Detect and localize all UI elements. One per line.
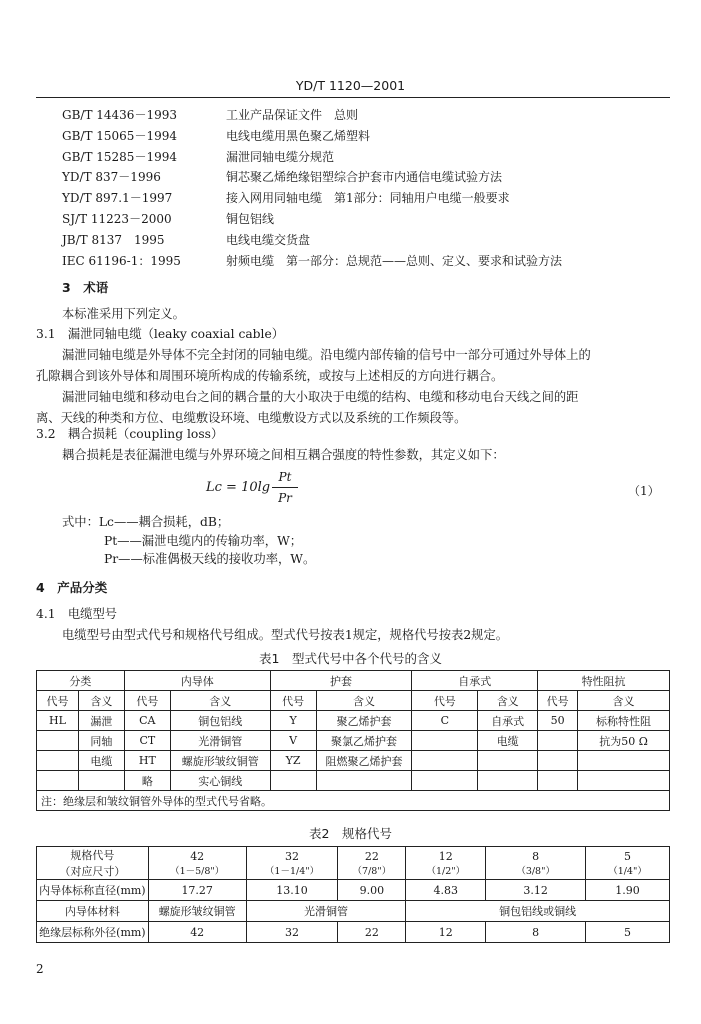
reference-title: 工业产品保证文件 总则	[226, 108, 359, 122]
table-cell: 50	[538, 711, 578, 731]
table-subheader: 代号	[270, 691, 316, 711]
table-cell	[37, 731, 79, 751]
spec-code: 42	[190, 849, 205, 863]
table-cell: 17.27	[148, 880, 246, 901]
reference-code: GB/T 15065－1994	[62, 128, 177, 143]
page-header: YD/T 1120—2001	[295, 78, 406, 93]
table-subheader: 代号	[412, 691, 478, 711]
spec-size: （1/2"）	[426, 865, 466, 877]
table-row	[37, 711, 670, 731]
table-cell	[578, 771, 670, 791]
table-cell: V	[270, 731, 316, 751]
table-cell: 4.83	[406, 880, 486, 901]
spec-code: 5	[624, 849, 632, 863]
reference-code: YD/T 897.1－1997	[62, 191, 173, 206]
table-cell	[538, 751, 578, 771]
table-cell: 漏泄	[78, 711, 124, 731]
table-2-caption: 表2 规格代号	[309, 826, 392, 841]
section-4-1-title: 4.1 电缆型号	[36, 607, 118, 621]
table-cell: 电缆	[78, 751, 124, 771]
label-line: （对应尺寸）	[59, 865, 126, 878]
table-cell	[412, 731, 478, 751]
table-group-header: 自承式	[412, 671, 538, 691]
paragraph: 漏泄同轴电缆和移动电台之间的耦合量的大小取决于电缆的结构、电缆和移动电台天线之间的距	[62, 390, 579, 404]
table-cell: 9.00	[338, 880, 406, 901]
table-subheader: 含义	[170, 691, 270, 711]
table-cell: 13.10	[246, 880, 338, 901]
definition-3-2-title: 3.2 耦合损耗（coupling loss）	[36, 427, 224, 441]
table-cell	[37, 771, 79, 791]
reference-title: 铜芯聚乙烯绝缘铝塑综合护套市内通信电缆试验方法	[226, 170, 503, 185]
table-cell: 实心铜线	[170, 771, 270, 791]
table-1-caption: 表1 型式代号中各个代号的含义	[259, 651, 442, 666]
paragraph: 离、天线的种类和方位、电缆敷设环境、电缆敷设方式以及系统的工作频段等。	[36, 411, 467, 425]
table-row	[37, 751, 670, 771]
paragraph: 耦合损耗是表征漏泄电缆与外界环境之间相互耦合强度的特性参数，其定义如下：	[62, 448, 505, 462]
reference-title: 射频电缆 第一部分：总规范——总则、定义、要求和试验方法	[226, 253, 563, 268]
table-cell: 略	[124, 771, 170, 791]
table-cell: Y	[270, 711, 316, 731]
section-3-title: 3 术语	[62, 280, 109, 295]
table-cell: C	[412, 711, 478, 731]
table-subheader: 含义	[78, 691, 124, 711]
reference-code: GB/T 14436－1993	[62, 108, 177, 122]
table-cell: 1.90	[586, 880, 670, 901]
table-cell: 聚氯乙烯护套	[316, 731, 412, 751]
table-cell: CT	[124, 731, 170, 751]
spec-code-cell	[406, 847, 486, 880]
table-note: 注：绝缘层和皱纹铜管外导体的型式代号省略。	[37, 791, 670, 811]
table-cell	[578, 751, 670, 771]
material-cell: 光滑铜管	[246, 901, 406, 922]
table-cell: HL	[37, 711, 79, 731]
table-cell: 抗为50 Ω	[578, 731, 670, 751]
table-subheader: 含义	[316, 691, 412, 711]
table-cell: 8	[486, 922, 586, 943]
formula-denominator: Pr	[278, 491, 292, 505]
table-2	[36, 846, 670, 943]
table-cell: 同轴	[78, 731, 124, 751]
reference-code: SJ/T 11223－2000	[62, 212, 172, 226]
table-row	[37, 771, 670, 791]
table-cell: 标称特性阻	[578, 711, 670, 731]
row-label	[37, 847, 149, 880]
spec-code: 8	[532, 849, 540, 863]
spec-size: （1/4"）	[608, 865, 647, 877]
spec-code-cell	[486, 847, 586, 880]
spec-size: （7/8"）	[352, 865, 392, 877]
table-cell: 3.12	[486, 880, 586, 901]
table-cell: 电缆	[478, 731, 538, 751]
reference-code: YD/T 837－1996	[62, 170, 161, 185]
where-line: Pt——漏泄电缆内的传输功率，W；	[104, 534, 303, 548]
table-subheader: 代号	[124, 691, 170, 711]
fraction-bar	[272, 487, 298, 488]
reference-code: IEC 61196-1：1995	[62, 253, 181, 268]
formula-lhs: Lc = 10lg	[206, 480, 271, 495]
material-cell: 螺旋形皱纹铜管	[148, 901, 246, 922]
row-label: 内导体材料	[37, 901, 149, 922]
table-cell: 光滑铜管	[170, 731, 270, 751]
where-line: 式中：Lc——耦合损耗，dB；	[62, 515, 230, 529]
table-cell: 22	[338, 922, 406, 943]
table-cell: 42	[148, 922, 246, 943]
table-cell: HT	[124, 751, 170, 771]
row-label: 绝缘层标称外径(mm)	[37, 922, 149, 943]
table-subheader: 含义	[478, 691, 538, 711]
table-cell	[78, 771, 124, 791]
table-cell: 5	[586, 922, 670, 943]
label-line: 规格代号	[70, 849, 115, 862]
table-subheader: 代号	[37, 691, 79, 711]
table-cell	[538, 771, 578, 791]
table-cell: 32	[246, 922, 338, 943]
spec-code-cell	[338, 847, 406, 880]
table-cell	[478, 771, 538, 791]
spec-code: 22	[364, 849, 379, 863]
reference-title: 漏泄同轴电缆分规范	[226, 149, 335, 164]
table-cell: 铜包铝线	[170, 711, 270, 731]
reference-code: GB/T 15285－1994	[62, 149, 177, 164]
paragraph: 电缆型号由型式代号和规格代号组成。型式代号按表1规定，规格代号按表2规定。	[62, 628, 509, 642]
paragraph: 孔隙耦合到该外导体和周围环境所构成的传输系统，或按与上述相反的方向进行耦合。	[36, 369, 504, 383]
paragraph: 漏泄同轴电缆是外导体不完全封闭的同轴电缆。沿电缆内部传输的信号中一部分可通过外导体上的	[62, 348, 591, 362]
table-cell	[37, 751, 79, 771]
reference-title: 铜包铝线	[226, 212, 275, 226]
table-subheader: 代号	[538, 691, 578, 711]
reference-code: JB/T 8137 1995	[62, 232, 165, 247]
table-cell: 自承式	[478, 711, 538, 731]
table-row	[37, 731, 670, 751]
table-cell: CA	[124, 711, 170, 731]
spec-size: （3/8"）	[516, 865, 555, 877]
table-cell	[412, 751, 478, 771]
table-cell	[316, 771, 412, 791]
table-cell: 螺旋形皱纹铜管	[170, 751, 270, 771]
table-cell: 12	[406, 922, 486, 943]
definition-3-1-title: 3.1 漏泄同轴电缆（leaky coaxial cable）	[36, 327, 285, 341]
row-label: 内导体标称直径(mm)	[37, 880, 149, 901]
table-cell: 聚乙烯护套	[316, 711, 412, 731]
formula-number: （1）	[628, 484, 660, 498]
spec-code-cell	[246, 847, 338, 880]
spec-code: 12	[438, 849, 453, 863]
table-group-header: 特性阻抗	[538, 671, 670, 691]
reference-title: 接入网用同轴电缆 第1部分：同轴用户电缆一般要求	[226, 191, 510, 206]
reference-title: 电线电缆交货盘	[226, 232, 311, 247]
table-cell	[412, 771, 478, 791]
table-1	[36, 670, 670, 811]
spec-size: （1－5/8"）	[170, 865, 225, 877]
table-cell: YZ	[270, 751, 316, 771]
spec-code-cell	[586, 847, 670, 880]
formula-numerator: Pt	[278, 470, 292, 484]
spec-code: 32	[285, 849, 299, 863]
table-group-header: 分类	[37, 671, 125, 691]
table-subheader: 含义	[578, 691, 670, 711]
section-4-title: 4 产品分类	[36, 580, 108, 595]
spec-code-cell	[148, 847, 246, 880]
reference-title: 电线电缆用黑色聚乙烯塑料	[226, 128, 371, 143]
spec-size: （1－1/4"）	[264, 865, 320, 877]
section-3-intro: 本标准采用下列定义。	[62, 307, 185, 321]
where-line: Pr——标准偶极天线的接收功率，W。	[104, 552, 316, 566]
table-group-header: 护套	[270, 671, 412, 691]
page-number: 2	[36, 962, 44, 976]
header-rule	[36, 97, 670, 98]
table-cell	[270, 771, 316, 791]
material-cell: 铜包铝线或铜线	[406, 901, 670, 922]
table-group-header: 内导体	[124, 671, 270, 691]
table-cell	[538, 731, 578, 751]
table-cell	[478, 751, 538, 771]
table-cell: 阻燃聚乙烯护套	[316, 751, 412, 771]
